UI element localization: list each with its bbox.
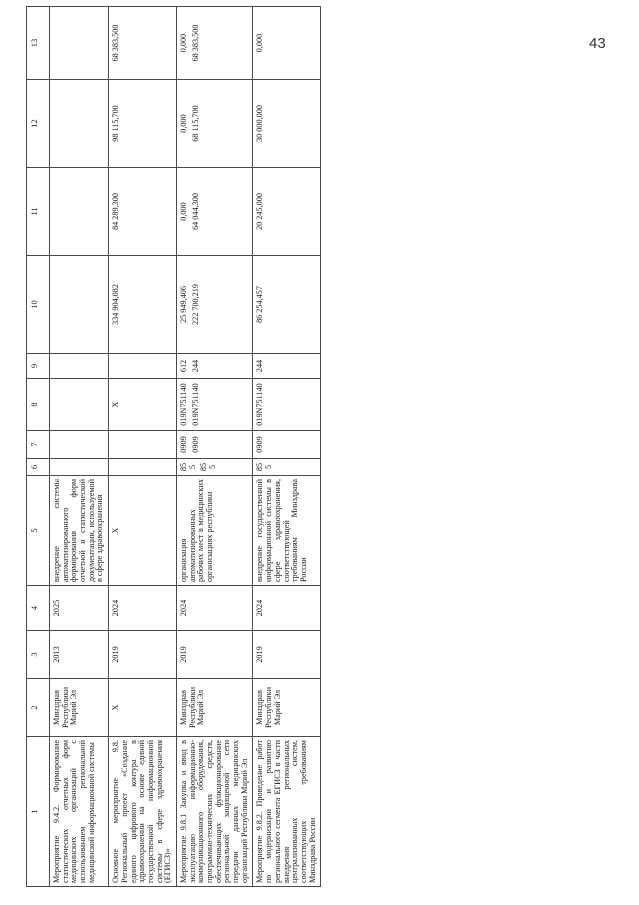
cell-c3: 2019 (109, 631, 177, 679)
cell-value: 244 (255, 359, 265, 373)
cell-c9 (253, 354, 321, 379)
cell-c6 (50, 459, 109, 476)
cell-value: 855 (199, 462, 217, 472)
column-header-4: 4 (27, 586, 50, 631)
cell-values (180, 462, 218, 472)
column-header-13: 13 (27, 7, 50, 80)
cell-value: 86 254,457 (255, 286, 265, 323)
cell-c7 (176, 431, 253, 459)
cell-values (112, 382, 121, 427)
column-header-6: 6 (27, 459, 50, 476)
column-header-2: 2 (27, 679, 50, 737)
cell-c13 (109, 7, 177, 80)
table-body (50, 7, 321, 887)
cell-value: 64 044,300 (190, 193, 200, 230)
cell-value: 222 700,219 (190, 284, 200, 325)
column-header-9: 9 (27, 354, 50, 379)
cell-value: 98 115,700 (111, 105, 121, 142)
cell-c1: Мероприятие 9.8.2. Проведение работ по модернизации и развитию регионального сегмента ЕГИСЗ в части внедрения региональных централизованных систем, соответствующих требованиям Минздрава России (253, 737, 321, 887)
cell-c11 (50, 168, 109, 256)
cell-c8 (253, 379, 321, 431)
cell-values (180, 10, 200, 76)
cell-c11 (253, 168, 321, 256)
cell-c2: Минздрав Республики Марий Эл (253, 679, 321, 737)
cell-values (180, 83, 200, 164)
cell-c8 (109, 379, 177, 431)
cell-c1: Мероприятие 9.4.2. Формирование статистических отчетных форм медицинских организаций с использованием региональной медицинской информационной системы (50, 737, 109, 887)
cell-c4: 2025 (50, 586, 109, 631)
cell-values (112, 171, 121, 252)
cell-values (256, 382, 265, 427)
cell-c4: 2024 (176, 586, 253, 631)
cell-value: 019N751140 (255, 383, 265, 426)
column-header-12: 12 (27, 80, 50, 168)
cell-values (180, 434, 200, 455)
cell-value: 68 115,700 (190, 105, 200, 142)
page-number: 43 (589, 35, 606, 52)
cell-c6 (109, 459, 177, 476)
column-header-3: 3 (27, 631, 50, 679)
cell-value: 855 (178, 462, 197, 472)
cell-c11 (109, 168, 177, 256)
cell-values (112, 10, 121, 76)
cell-values (180, 357, 200, 375)
cell-c1: Мероприятие 9.8.1 Закупка и ввод в эксплуатацию информационно-коммуникационного оборудования, программно-технических средств, обеспечивающих функционирование региональной защищенной сети передачи данных медицинских организаций Республики Марий Эл (176, 737, 253, 887)
cell-c10 (50, 256, 109, 354)
cell-values (256, 171, 265, 252)
cell-c9 (176, 354, 253, 379)
cell-values (180, 382, 200, 427)
cell-values (256, 259, 265, 350)
cell-value: 019N751140 (178, 383, 188, 426)
cell-c13 (50, 7, 109, 80)
cell-values (112, 83, 121, 164)
cell-values (256, 462, 273, 472)
cell-c7 (50, 431, 109, 459)
cell-c2: Минздрав Республики Марий Эл (50, 679, 109, 737)
cell-value: 0,000 (178, 114, 188, 133)
cell-c1: Основное мероприятие 9.8. Региональный проект «Создание единого цифрового контура в здравоохранении на основе единой государственной информационной системы в сфере здравоохранения (ЕГИСЗ)» (109, 737, 177, 887)
cell-value: 84 289,300 (111, 193, 121, 230)
column-header-7: 7 (27, 431, 50, 459)
cell-c4: 2024 (253, 586, 321, 631)
cell-c12 (50, 80, 109, 168)
column-header-1: 1 (27, 737, 50, 887)
cell-value: 0,000 (255, 33, 265, 53)
cell-c5: внедрение системы автоматизированного формирования форм отчетной и статистической документации, используемой в сфере здравоохранения (50, 476, 109, 586)
cell-c5: внедрение государственной информационной системы в сфере здравоохранения, соответствующей требованиям Минздрава России (253, 476, 321, 586)
cell-c3: 2019 (176, 631, 253, 679)
cell-c10 (109, 256, 177, 354)
cell-c9 (109, 354, 177, 379)
cell-value: 334 904,082 (111, 284, 121, 325)
cell-c9 (50, 354, 109, 379)
cell-c2: Минздрав Республики Марий Эл (176, 679, 253, 737)
cell-value: 019N751140 (190, 383, 200, 426)
cell-values (256, 10, 265, 76)
cell-c8 (176, 379, 253, 431)
cell-value: 68 383,500 (190, 24, 200, 62)
cell-values (256, 357, 265, 375)
cell-c12 (109, 80, 177, 168)
cell-value: 244 (190, 359, 200, 373)
cell-value: 30 000,000 (255, 105, 265, 142)
cell-values (180, 171, 200, 252)
cell-c3: 2019 (253, 631, 321, 679)
cell-c8 (50, 379, 109, 431)
cell-c10 (176, 256, 253, 354)
cell-c5: организация автоматизированных рабочих мест в медицинских организациях республики (176, 476, 253, 586)
cell-values (112, 259, 121, 350)
rotated-page (26, 7, 626, 887)
cell-c10 (253, 256, 321, 354)
cell-value: 0909 (255, 436, 265, 453)
cell-value: 0909 (190, 436, 200, 453)
cell-c2: X (109, 679, 177, 737)
cell-value: 612 (178, 359, 188, 373)
header-row (27, 7, 50, 887)
cell-c5: X (109, 476, 177, 586)
cell-values (180, 259, 200, 350)
cell-c12 (176, 80, 253, 168)
table-row (176, 7, 253, 887)
cell-value: 0,000 (178, 33, 188, 53)
budget-table (26, 6, 321, 887)
cell-values (256, 434, 265, 455)
cell-c6 (176, 459, 253, 476)
table-row (50, 7, 109, 887)
cell-c13 (176, 7, 253, 80)
cell-c3: 2013 (50, 631, 109, 679)
cell-values (256, 83, 265, 164)
cell-value: 0909 (178, 436, 188, 453)
table-row (253, 7, 321, 887)
cell-c7 (109, 431, 177, 459)
cell-c12 (253, 80, 321, 168)
cell-c7 (253, 431, 321, 459)
column-header-8: 8 (27, 379, 50, 431)
cell-value: 0,000 (178, 202, 188, 221)
column-header-10: 10 (27, 256, 50, 354)
cell-value: 68 383,500 (111, 24, 121, 62)
table-row (109, 7, 177, 887)
cell-value: 20 245,000 (255, 193, 265, 230)
cell-c13 (253, 7, 321, 80)
column-header-5: 5 (27, 476, 50, 586)
cell-c11 (176, 168, 253, 256)
cell-c6 (253, 459, 321, 476)
cell-value: 855 (255, 462, 274, 472)
cell-c4: 2024 (109, 586, 177, 631)
cell-value: 25 949,406 (178, 286, 188, 323)
column-header-11: 11 (27, 168, 50, 256)
cell-value: X (111, 401, 121, 408)
